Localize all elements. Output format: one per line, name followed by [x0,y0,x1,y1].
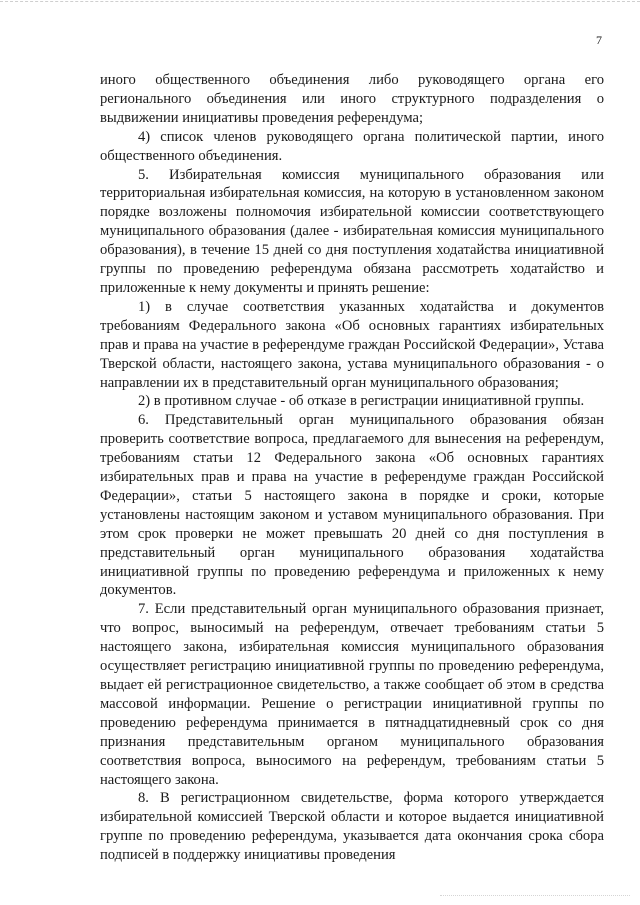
scan-edge-rule [0,1,640,2]
paragraph-subitem-2: 2) в противном случае - об отказе в регистрации инициативной группы. [138,393,585,410]
scan-bottom-mark [440,895,630,896]
page-number: 7 [596,33,602,47]
paragraph-point-6: 6. Представительный орган муниципального образования обязан проверить соответствие вопроса, предлагаемого для вынесения на референдум, требованиям статьи 12 Федерального закона «Об основных гарантиях избирательных прав и права на участие в референдуме граждан Российской Федерации», статьи 5 настоящего закона в порядке и сроки, которые установлены настоящим законом и уставом муниципального образования. При этом срок проверки не может превышать 20 дней со дня поступления в представительный орган муниципального образования ходатайства инициативной группы по проведению референдума и приложенных к нему документов. [100,412,604,599]
document-body [100,71,604,865]
paragraph-continuation: иного общественного объединения либо руководящего органа его регионального объединения или иного структурного подразделения о выдвижении инициативы проведения референдума; [100,72,604,126]
paragraph-point-8: 8. В регистрационном свидетельстве, форма которого утверждается избирательной комиссией Тверской области и которое выдается инициативной группе по проведению референдума, указывается дата окончания срока сбора подписей в поддержку инициативы проведения [100,790,604,864]
paragraph-item-4: 4) список членов руководящего органа политической партии, иного общественного объединения. [100,128,604,164]
paragraph-subitem-1: 1) в случае соответствия указанных ходатайства и документов требованиям Федерального закона «Об основных гарантиях избирательных прав и права на участие в референдуме граждан Российской Федерации», Устава Тверской области, настоящего закона, устава муниципального образования - о направлении их в представительный орган муниципального образования; [100,298,604,391]
paragraph-point-7: 7. Если представительный орган муниципального образования признает, что вопрос, выносимый на референдум, отвечает требованиям статьи 5 настоящего закона, избирательная комиссия муниципального образования осуществляет регистрацию инициативной группы по проведению референдума, выдает ей регистрационное свидетельство, а также сообщает об этом в средства массовой информации. Решение о регистрации инициативной группы по проведению референдума принимается в пятнадцатидневный срок со дня признания представительным органом муниципального образования соответствия вопроса, выносимого на референдум, требованиям статьи 5 настоящего закона. [100,601,604,788]
paragraph-point-5: 5. Избирательная комиссия муниципального образования или территориальная избирательная комиссия, на которую в установленном законом порядке возложены полномочия избирательной комиссии соответствующего муниципального образования (далее - избирательная комиссия муниципального образования), в течение 15 дней со дня поступления ходатайства инициативной группы по проведению референдума обязана рассмотреть ходатайство и приложенные к нему документы и принять решение: [100,166,604,296]
